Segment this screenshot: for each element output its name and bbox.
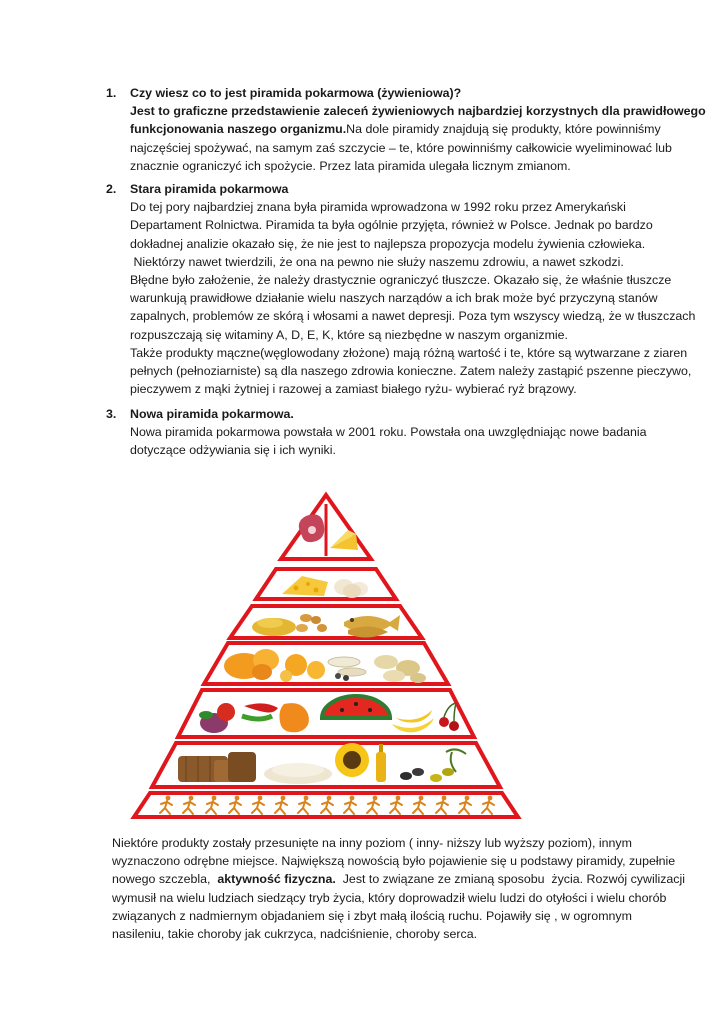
text-line: nasileniu, takie choroby jak cukrzyca, nadciśnienie, choroby serca. — [112, 927, 478, 942]
section-3 — [106, 405, 696, 460]
text-line: dotyczące odżywiania się i ich wyniki. — [130, 443, 336, 458]
bold-phrase: funkcjonowania naszego organizmu. — [130, 122, 347, 137]
text-span: Na dole piramidy znajdują się produkty, które powinniśmy — [346, 122, 661, 137]
bread-icon — [178, 752, 256, 782]
sunflower-icon — [335, 743, 369, 777]
section-number: 2. — [106, 182, 117, 196]
text-line — [130, 120, 706, 138]
section-1 — [106, 84, 706, 175]
beans-icon — [252, 618, 296, 636]
text-line: najczęściej spożywać, na samym zaś szczycie – te, które powinniśmy całkowicie wyeliminować lub — [130, 140, 672, 155]
text-line: pieczywem z mąki żytniej i razowej a zamiast białego ryżu- wybierać ryż brązowy. — [130, 382, 577, 397]
pyramid-level-vegetables — [178, 690, 474, 737]
text-line — [112, 870, 702, 888]
section-number: 3. — [106, 407, 117, 421]
pyramid-level-dairy — [256, 569, 396, 599]
section-2 — [106, 180, 696, 398]
text-line: Jest to graficzne przedstawienie zaleceń żywieniowych najbardziej korzystnych dla prawidłowego — [130, 104, 706, 119]
text-line: warunkują prawidłowe działanie wielu naszych narządów a ich brak może być przyczyną stanów — [130, 291, 658, 306]
closing-paragraph — [112, 834, 702, 943]
bold-phrase: aktywność fizyczna. — [217, 872, 336, 887]
text-line: pełnych (pełnoziarniste) są dla naszego zdrowia konieczne. Zatem należy zastąpić pszenne pieczywo, — [130, 364, 692, 379]
text-line: Do tej pory najbardziej znana była piramida wprowadzona w 1992 roku przez Amerykański — [130, 200, 626, 215]
section-number: 1. — [106, 86, 117, 100]
text-line: wyznaczono odrębne miejsce. Największą nowością było pojawienie się u podstawy piramidy, zupełnie — [112, 854, 676, 869]
text-line: dokładnej analizie okazało się, że nie jest to najlepsza propozycja modelu żywienia człowieka. — [130, 236, 646, 251]
text-line: Niektóre produkty zostały przesunięte na inny poziom ( inny- niższy lub wyższy poziom), innym — [112, 836, 632, 850]
section-heading: Czy wiesz co to jest piramida pokarmowa (żywieniowa)? — [130, 86, 462, 100]
text-span: nowego szczebla, — [112, 872, 218, 887]
section-heading: Stara piramida pokarmowa — [130, 182, 289, 196]
text-line: Niektórzy nawet twierdzili, że ona na pewno nie służy naszemu zdrowiu, a nawet szkodzi. — [130, 254, 624, 269]
pyramid-level-top — [281, 495, 371, 559]
text-line: Nowa piramida pokarmowa powstała w 2001 roku. Powstała ona uwzględniając nowe badania — [130, 425, 647, 440]
text-line: Departament Rolnictwa. Piramida ta była ogólnie przyjęta, również w Polsce. Jednak po bardzo — [130, 218, 653, 233]
text-line: Błędne było założenie, że należy drastycznie ograniczyć tłuszcze. Okazało się, że właśnie tłuszcze — [130, 273, 672, 288]
text-span: Jest to związane ze zmianą sposobu życia. Rozwój cywilizacji — [335, 872, 685, 887]
text-line: rozpuszczają się witaminy A, D, E, K, które są niezbędne w naszym organizmie. — [130, 327, 568, 342]
food-pyramid-image — [126, 490, 526, 820]
pyramid-level-grains-oils — [152, 743, 500, 787]
pyramid-level-fruits — [204, 643, 448, 684]
text-line: znacznie ograniczyć ich spożycie. Przez lata piramida ulegała licznym zmianom. — [130, 158, 571, 173]
section-heading: Nowa piramida pokarmowa. — [130, 407, 294, 421]
pyramid-level-activity — [134, 793, 518, 817]
text-line: zapalnych, problemów ze skórą i włosami a nawet depresji. Poza tym wszyscy wiedzą, że w tłuszczach — [130, 309, 696, 324]
text-line: wymusił na wielu ludziach siedzący tryb życia, który doprowadził wielu ludzi do otyłości i wielu chorób — [112, 890, 667, 905]
text-line: Także produkty mączne(węglowodany złożone) mają różną wartość i te, które są wytwarzane z ziaren — [130, 345, 688, 360]
pyramid-level-protein — [230, 606, 422, 638]
text-line: związanych z nadmiernym objadaniem się i zbyt małą ilością ruchu. Pojawiły się , w ogromnym — [112, 908, 632, 923]
